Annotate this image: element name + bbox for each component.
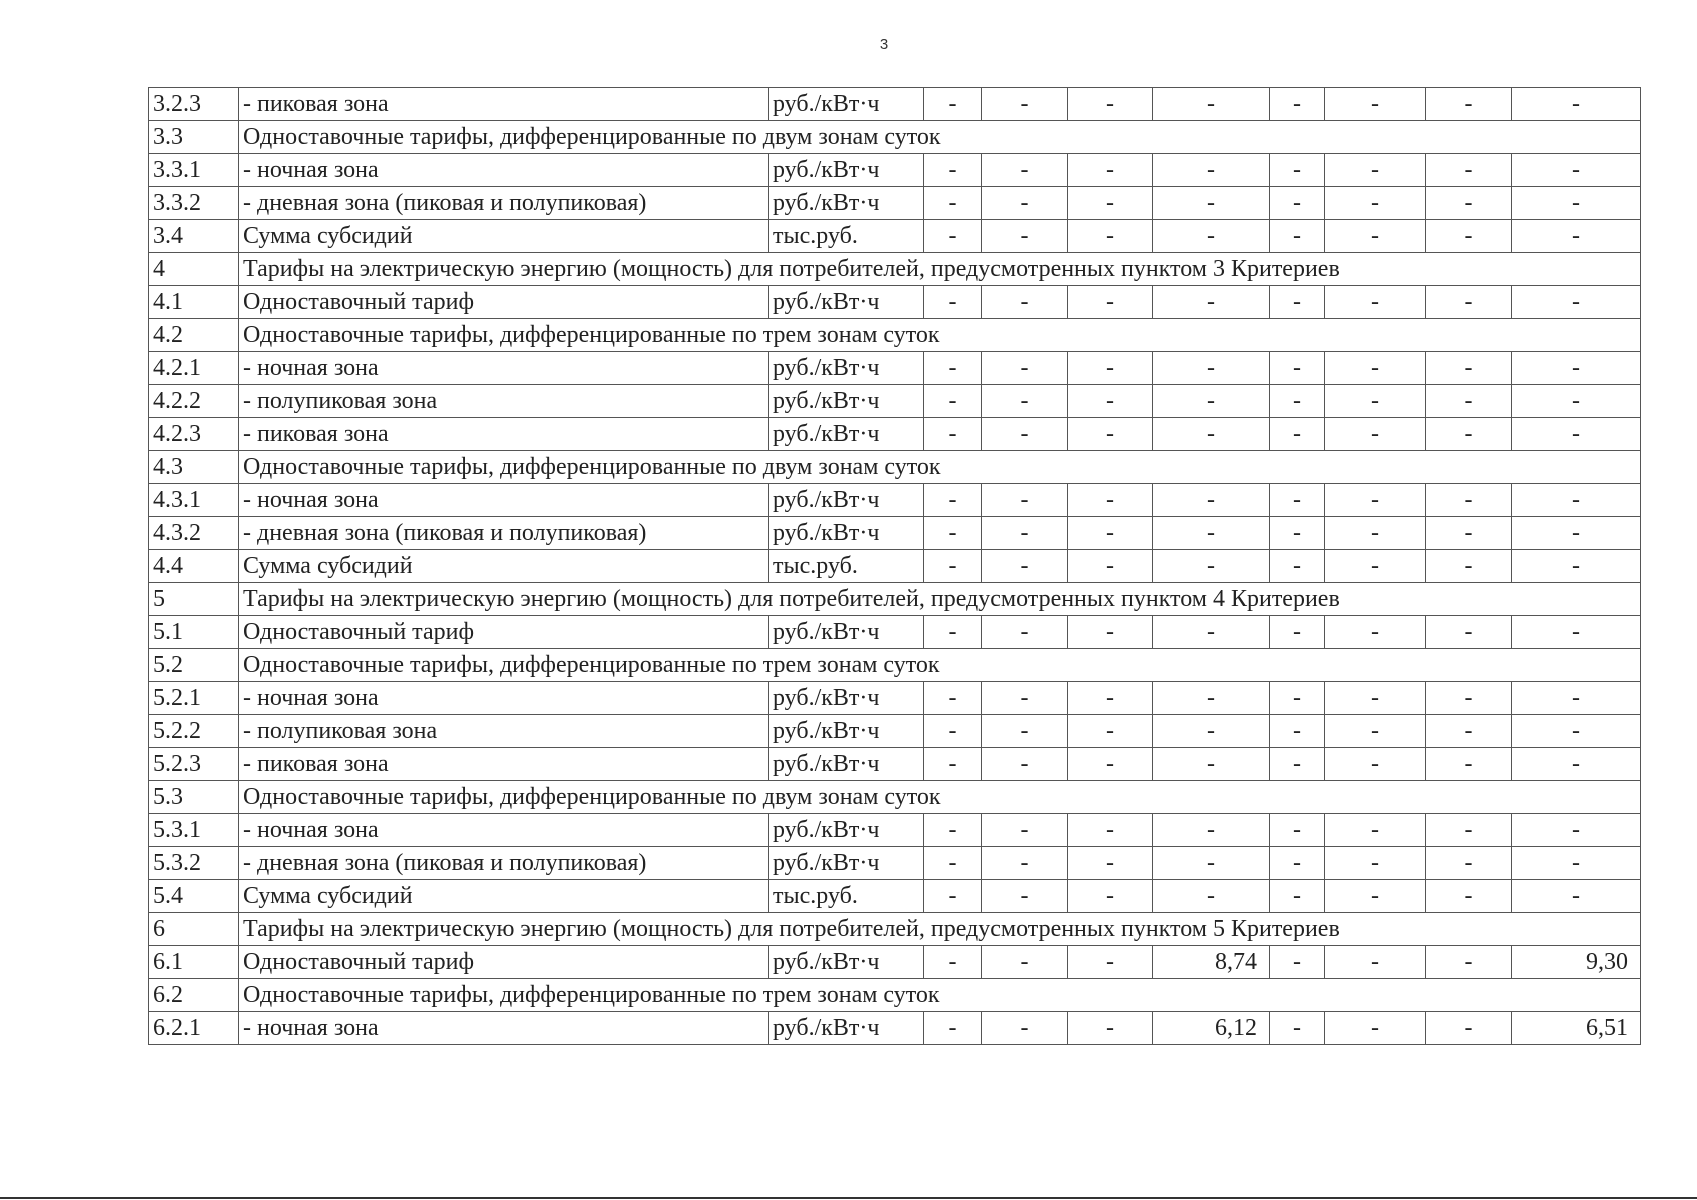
table-row bbox=[149, 88, 1641, 121]
row-number: 5.1 bbox=[149, 616, 239, 649]
row-unit: руб./кВт·ч bbox=[769, 814, 924, 847]
row-label: - ночная зона bbox=[239, 1012, 769, 1045]
value-cell: - bbox=[982, 187, 1068, 220]
value-cell: - bbox=[1068, 484, 1153, 517]
value-cell: - bbox=[982, 847, 1068, 880]
row-number: 3.3 bbox=[149, 121, 239, 154]
row-number: 4.2.3 bbox=[149, 418, 239, 451]
row-number: 4 bbox=[149, 253, 239, 286]
value-cell: - bbox=[1153, 352, 1270, 385]
row-number: 3.3.2 bbox=[149, 187, 239, 220]
value-cell: - bbox=[1325, 814, 1426, 847]
row-label: - полупиковая зона bbox=[239, 385, 769, 418]
value-cell: - bbox=[924, 418, 982, 451]
value-cell: - bbox=[1068, 88, 1153, 121]
value-cell: - bbox=[1153, 88, 1270, 121]
value-cell: - bbox=[1270, 286, 1325, 319]
value-cell: - bbox=[1153, 880, 1270, 913]
value-cell: - bbox=[924, 946, 982, 979]
row-number: 5.2 bbox=[149, 649, 239, 682]
value-cell: - bbox=[924, 484, 982, 517]
value-cell: - bbox=[1325, 748, 1426, 781]
section-row bbox=[149, 451, 1641, 484]
value-cell: - bbox=[1512, 88, 1641, 121]
table-row bbox=[149, 187, 1641, 220]
row-label: - дневная зона (пиковая и полупиковая) bbox=[239, 847, 769, 880]
page-number: 3 bbox=[879, 36, 889, 53]
section-row bbox=[149, 913, 1641, 946]
value-cell: - bbox=[1153, 385, 1270, 418]
value-cell: - bbox=[1512, 484, 1641, 517]
value-cell: - bbox=[1426, 682, 1512, 715]
value-cell: - bbox=[1270, 220, 1325, 253]
value-cell: - bbox=[982, 814, 1068, 847]
row-label: - полупиковая зона bbox=[239, 715, 769, 748]
value-cell: - bbox=[982, 748, 1068, 781]
row-unit: руб./кВт·ч bbox=[769, 484, 924, 517]
value-cell: - bbox=[1426, 352, 1512, 385]
table-row bbox=[149, 517, 1641, 550]
table-row bbox=[149, 880, 1641, 913]
value-cell: - bbox=[982, 220, 1068, 253]
value-cell: 9,30 bbox=[1512, 946, 1641, 979]
row-unit: руб./кВт·ч bbox=[769, 517, 924, 550]
value-cell: - bbox=[1512, 352, 1641, 385]
row-unit: руб./кВт·ч bbox=[769, 352, 924, 385]
value-cell: - bbox=[1153, 814, 1270, 847]
value-cell: - bbox=[1153, 550, 1270, 583]
value-cell: - bbox=[1426, 484, 1512, 517]
tariff-table bbox=[148, 87, 1641, 1045]
section-heading: Одноставочные тарифы, дифференцированные по двум зонам суток bbox=[239, 781, 1641, 814]
row-label: - пиковая зона bbox=[239, 88, 769, 121]
value-cell: - bbox=[1270, 715, 1325, 748]
row-unit: руб./кВт·ч bbox=[769, 748, 924, 781]
section-row bbox=[149, 979, 1641, 1012]
value-cell: - bbox=[1153, 847, 1270, 880]
row-number: 4.3 bbox=[149, 451, 239, 484]
row-label: - ночная зона bbox=[239, 154, 769, 187]
value-cell: - bbox=[1512, 187, 1641, 220]
section-heading: Одноставочные тарифы, дифференцированные по трем зонам суток bbox=[239, 319, 1641, 352]
value-cell: - bbox=[1426, 88, 1512, 121]
row-unit: руб./кВт·ч bbox=[769, 418, 924, 451]
value-cell: - bbox=[924, 814, 982, 847]
value-cell: - bbox=[1512, 154, 1641, 187]
value-cell: - bbox=[1325, 517, 1426, 550]
value-cell: - bbox=[1426, 1012, 1512, 1045]
row-label: Одноставочный тариф bbox=[239, 616, 769, 649]
value-cell: - bbox=[1325, 220, 1426, 253]
row-number: 5.3 bbox=[149, 781, 239, 814]
section-heading: Тарифы на электрическую энергию (мощность) для потребителей, предусмотренных пунктом 5 Критериев bbox=[239, 913, 1641, 946]
value-cell: - bbox=[982, 616, 1068, 649]
value-cell: - bbox=[1325, 385, 1426, 418]
row-number: 6 bbox=[149, 913, 239, 946]
value-cell: - bbox=[924, 748, 982, 781]
row-number: 6.2.1 bbox=[149, 1012, 239, 1045]
value-cell: - bbox=[1068, 418, 1153, 451]
value-cell: - bbox=[1325, 154, 1426, 187]
value-cell: 6,12 bbox=[1153, 1012, 1270, 1045]
row-unit: руб./кВт·ч bbox=[769, 187, 924, 220]
value-cell: - bbox=[1153, 187, 1270, 220]
table-row bbox=[149, 748, 1641, 781]
value-cell: - bbox=[1270, 616, 1325, 649]
value-cell: - bbox=[1426, 715, 1512, 748]
value-cell: - bbox=[982, 715, 1068, 748]
row-label: - пиковая зона bbox=[239, 748, 769, 781]
value-cell: - bbox=[1068, 385, 1153, 418]
value-cell: - bbox=[1512, 220, 1641, 253]
value-cell: - bbox=[1325, 352, 1426, 385]
row-label: Одноставочный тариф bbox=[239, 946, 769, 979]
section-row bbox=[149, 583, 1641, 616]
value-cell: - bbox=[982, 154, 1068, 187]
section-heading: Одноставочные тарифы, дифференцированные по трем зонам суток bbox=[239, 649, 1641, 682]
row-number: 4.3.2 bbox=[149, 517, 239, 550]
value-cell: - bbox=[924, 517, 982, 550]
value-cell: - bbox=[982, 550, 1068, 583]
row-number: 4.2 bbox=[149, 319, 239, 352]
value-cell: - bbox=[1068, 1012, 1153, 1045]
table-row bbox=[149, 616, 1641, 649]
table-row bbox=[149, 418, 1641, 451]
value-cell: - bbox=[1325, 847, 1426, 880]
value-cell: - bbox=[1068, 616, 1153, 649]
row-unit: руб./кВт·ч bbox=[769, 154, 924, 187]
value-cell: - bbox=[1325, 880, 1426, 913]
row-number: 4.4 bbox=[149, 550, 239, 583]
value-cell: - bbox=[1325, 286, 1426, 319]
value-cell: - bbox=[1270, 517, 1325, 550]
row-unit: руб./кВт·ч bbox=[769, 847, 924, 880]
value-cell: - bbox=[982, 880, 1068, 913]
value-cell: 6,51 bbox=[1512, 1012, 1641, 1045]
value-cell: - bbox=[1426, 385, 1512, 418]
table-row bbox=[149, 946, 1641, 979]
value-cell: - bbox=[1426, 880, 1512, 913]
row-number: 5.4 bbox=[149, 880, 239, 913]
value-cell: - bbox=[1512, 814, 1641, 847]
value-cell: - bbox=[1426, 616, 1512, 649]
value-cell: - bbox=[1153, 748, 1270, 781]
value-cell: - bbox=[924, 88, 982, 121]
value-cell: - bbox=[1270, 880, 1325, 913]
row-label: - дневная зона (пиковая и полупиковая) bbox=[239, 187, 769, 220]
row-number: 3.4 bbox=[149, 220, 239, 253]
value-cell: - bbox=[1068, 187, 1153, 220]
table-row bbox=[149, 847, 1641, 880]
row-number: 4.2.1 bbox=[149, 352, 239, 385]
value-cell: - bbox=[1426, 946, 1512, 979]
table-row bbox=[149, 550, 1641, 583]
value-cell: - bbox=[982, 1012, 1068, 1045]
row-unit: руб./кВт·ч bbox=[769, 385, 924, 418]
value-cell: - bbox=[1512, 682, 1641, 715]
section-row bbox=[149, 781, 1641, 814]
row-label: - дневная зона (пиковая и полупиковая) bbox=[239, 517, 769, 550]
table-row bbox=[149, 220, 1641, 253]
value-cell: - bbox=[924, 187, 982, 220]
value-cell: - bbox=[1512, 517, 1641, 550]
page-bottom-rule bbox=[0, 1197, 1697, 1199]
value-cell: - bbox=[1068, 715, 1153, 748]
value-cell: 8,74 bbox=[1153, 946, 1270, 979]
value-cell: - bbox=[982, 946, 1068, 979]
row-label: Одноставочный тариф bbox=[239, 286, 769, 319]
row-label: - ночная зона bbox=[239, 352, 769, 385]
row-label: Сумма субсидий bbox=[239, 220, 769, 253]
value-cell: - bbox=[1270, 814, 1325, 847]
value-cell: - bbox=[1325, 550, 1426, 583]
row-unit: руб./кВт·ч bbox=[769, 286, 924, 319]
value-cell: - bbox=[1325, 1012, 1426, 1045]
row-number: 5.2.2 bbox=[149, 715, 239, 748]
value-cell: - bbox=[1270, 748, 1325, 781]
section-heading: Одноставочные тарифы, дифференцированные по двум зонам суток bbox=[239, 451, 1641, 484]
tariff-table-body bbox=[149, 88, 1641, 1045]
value-cell: - bbox=[1270, 847, 1325, 880]
row-number: 3.2.3 bbox=[149, 88, 239, 121]
value-cell: - bbox=[1270, 187, 1325, 220]
value-cell: - bbox=[982, 352, 1068, 385]
section-heading: Одноставочные тарифы, дифференцированные по двум зонам суток bbox=[239, 121, 1641, 154]
value-cell: - bbox=[924, 550, 982, 583]
row-number: 5.3.1 bbox=[149, 814, 239, 847]
table-row bbox=[149, 715, 1641, 748]
row-unit: тыс.руб. bbox=[769, 220, 924, 253]
section-row bbox=[149, 649, 1641, 682]
row-number: 4.2.2 bbox=[149, 385, 239, 418]
row-number: 6.1 bbox=[149, 946, 239, 979]
row-unit: руб./кВт·ч bbox=[769, 1012, 924, 1045]
value-cell: - bbox=[924, 286, 982, 319]
table-row bbox=[149, 1012, 1641, 1045]
row-number: 5.2.3 bbox=[149, 748, 239, 781]
section-row bbox=[149, 253, 1641, 286]
value-cell: - bbox=[1068, 550, 1153, 583]
value-cell: - bbox=[1270, 418, 1325, 451]
value-cell: - bbox=[1512, 748, 1641, 781]
value-cell: - bbox=[1426, 187, 1512, 220]
value-cell: - bbox=[982, 88, 1068, 121]
table-row bbox=[149, 352, 1641, 385]
table-row bbox=[149, 154, 1641, 187]
value-cell: - bbox=[1153, 517, 1270, 550]
table-row bbox=[149, 814, 1641, 847]
value-cell: - bbox=[1068, 286, 1153, 319]
row-unit: руб./кВт·ч bbox=[769, 682, 924, 715]
value-cell: - bbox=[1270, 946, 1325, 979]
value-cell: - bbox=[1426, 220, 1512, 253]
value-cell: - bbox=[1512, 715, 1641, 748]
table-row bbox=[149, 682, 1641, 715]
value-cell: - bbox=[982, 286, 1068, 319]
value-cell: - bbox=[1270, 682, 1325, 715]
value-cell: - bbox=[924, 352, 982, 385]
row-unit: тыс.руб. bbox=[769, 880, 924, 913]
row-label: Сумма субсидий bbox=[239, 880, 769, 913]
table-row bbox=[149, 484, 1641, 517]
section-heading: Одноставочные тарифы, дифференцированные по трем зонам суток bbox=[239, 979, 1641, 1012]
row-number: 4.3.1 bbox=[149, 484, 239, 517]
row-unit: тыс.руб. bbox=[769, 550, 924, 583]
value-cell: - bbox=[924, 154, 982, 187]
value-cell: - bbox=[1068, 154, 1153, 187]
value-cell: - bbox=[1153, 220, 1270, 253]
row-label: Сумма субсидий bbox=[239, 550, 769, 583]
value-cell: - bbox=[1426, 748, 1512, 781]
value-cell: - bbox=[1270, 484, 1325, 517]
value-cell: - bbox=[1068, 880, 1153, 913]
value-cell: - bbox=[1068, 682, 1153, 715]
value-cell: - bbox=[1153, 616, 1270, 649]
row-label: - пиковая зона bbox=[239, 418, 769, 451]
value-cell: - bbox=[924, 220, 982, 253]
value-cell: - bbox=[1068, 517, 1153, 550]
section-heading: Тарифы на электрическую энергию (мощность) для потребителей, предусмотренных пунктом 4 Критериев bbox=[239, 583, 1641, 616]
value-cell: - bbox=[1068, 352, 1153, 385]
row-unit: руб./кВт·ч bbox=[769, 88, 924, 121]
value-cell: - bbox=[1068, 748, 1153, 781]
value-cell: - bbox=[982, 682, 1068, 715]
row-label: - ночная зона bbox=[239, 484, 769, 517]
value-cell: - bbox=[1153, 682, 1270, 715]
value-cell: - bbox=[1325, 187, 1426, 220]
section-row bbox=[149, 121, 1641, 154]
value-cell: - bbox=[1325, 946, 1426, 979]
value-cell: - bbox=[1325, 715, 1426, 748]
value-cell: - bbox=[1068, 220, 1153, 253]
value-cell: - bbox=[1512, 550, 1641, 583]
value-cell: - bbox=[1270, 385, 1325, 418]
section-heading: Тарифы на электрическую энергию (мощность) для потребителей, предусмотренных пунктом 3 Критериев bbox=[239, 253, 1641, 286]
value-cell: - bbox=[1153, 286, 1270, 319]
value-cell: - bbox=[1426, 418, 1512, 451]
value-cell: - bbox=[1068, 847, 1153, 880]
value-cell: - bbox=[1512, 286, 1641, 319]
value-cell: - bbox=[1512, 616, 1641, 649]
row-number: 3.3.1 bbox=[149, 154, 239, 187]
value-cell: - bbox=[924, 385, 982, 418]
value-cell: - bbox=[1426, 847, 1512, 880]
value-cell: - bbox=[982, 484, 1068, 517]
value-cell: - bbox=[1325, 682, 1426, 715]
value-cell: - bbox=[924, 847, 982, 880]
value-cell: - bbox=[1068, 814, 1153, 847]
value-cell: - bbox=[1325, 418, 1426, 451]
row-unit: руб./кВт·ч bbox=[769, 616, 924, 649]
value-cell: - bbox=[1153, 484, 1270, 517]
value-cell: - bbox=[924, 682, 982, 715]
row-number: 5 bbox=[149, 583, 239, 616]
row-number: 5.3.2 bbox=[149, 847, 239, 880]
value-cell: - bbox=[1068, 946, 1153, 979]
value-cell: - bbox=[1153, 418, 1270, 451]
section-row bbox=[149, 319, 1641, 352]
value-cell: - bbox=[1325, 88, 1426, 121]
row-unit: руб./кВт·ч bbox=[769, 946, 924, 979]
value-cell: - bbox=[1270, 550, 1325, 583]
value-cell: - bbox=[924, 880, 982, 913]
value-cell: - bbox=[1270, 154, 1325, 187]
value-cell: - bbox=[1512, 385, 1641, 418]
value-cell: - bbox=[982, 418, 1068, 451]
value-cell: - bbox=[1426, 517, 1512, 550]
value-cell: - bbox=[982, 517, 1068, 550]
value-cell: - bbox=[1325, 616, 1426, 649]
value-cell: - bbox=[924, 616, 982, 649]
value-cell: - bbox=[924, 715, 982, 748]
value-cell: - bbox=[1426, 550, 1512, 583]
value-cell: - bbox=[1426, 154, 1512, 187]
value-cell: - bbox=[1512, 880, 1641, 913]
row-number: 5.2.1 bbox=[149, 682, 239, 715]
value-cell: - bbox=[924, 1012, 982, 1045]
row-unit: руб./кВт·ч bbox=[769, 715, 924, 748]
value-cell: - bbox=[1325, 484, 1426, 517]
value-cell: - bbox=[982, 385, 1068, 418]
value-cell: - bbox=[1426, 286, 1512, 319]
row-label: - ночная зона bbox=[239, 814, 769, 847]
row-number: 6.2 bbox=[149, 979, 239, 1012]
row-label: - ночная зона bbox=[239, 682, 769, 715]
value-cell: - bbox=[1270, 1012, 1325, 1045]
value-cell: - bbox=[1512, 847, 1641, 880]
value-cell: - bbox=[1153, 154, 1270, 187]
value-cell: - bbox=[1426, 814, 1512, 847]
value-cell: - bbox=[1270, 352, 1325, 385]
value-cell: - bbox=[1512, 418, 1641, 451]
table-row bbox=[149, 385, 1641, 418]
row-number: 4.1 bbox=[149, 286, 239, 319]
value-cell: - bbox=[1270, 88, 1325, 121]
table-row bbox=[149, 286, 1641, 319]
value-cell: - bbox=[1153, 715, 1270, 748]
